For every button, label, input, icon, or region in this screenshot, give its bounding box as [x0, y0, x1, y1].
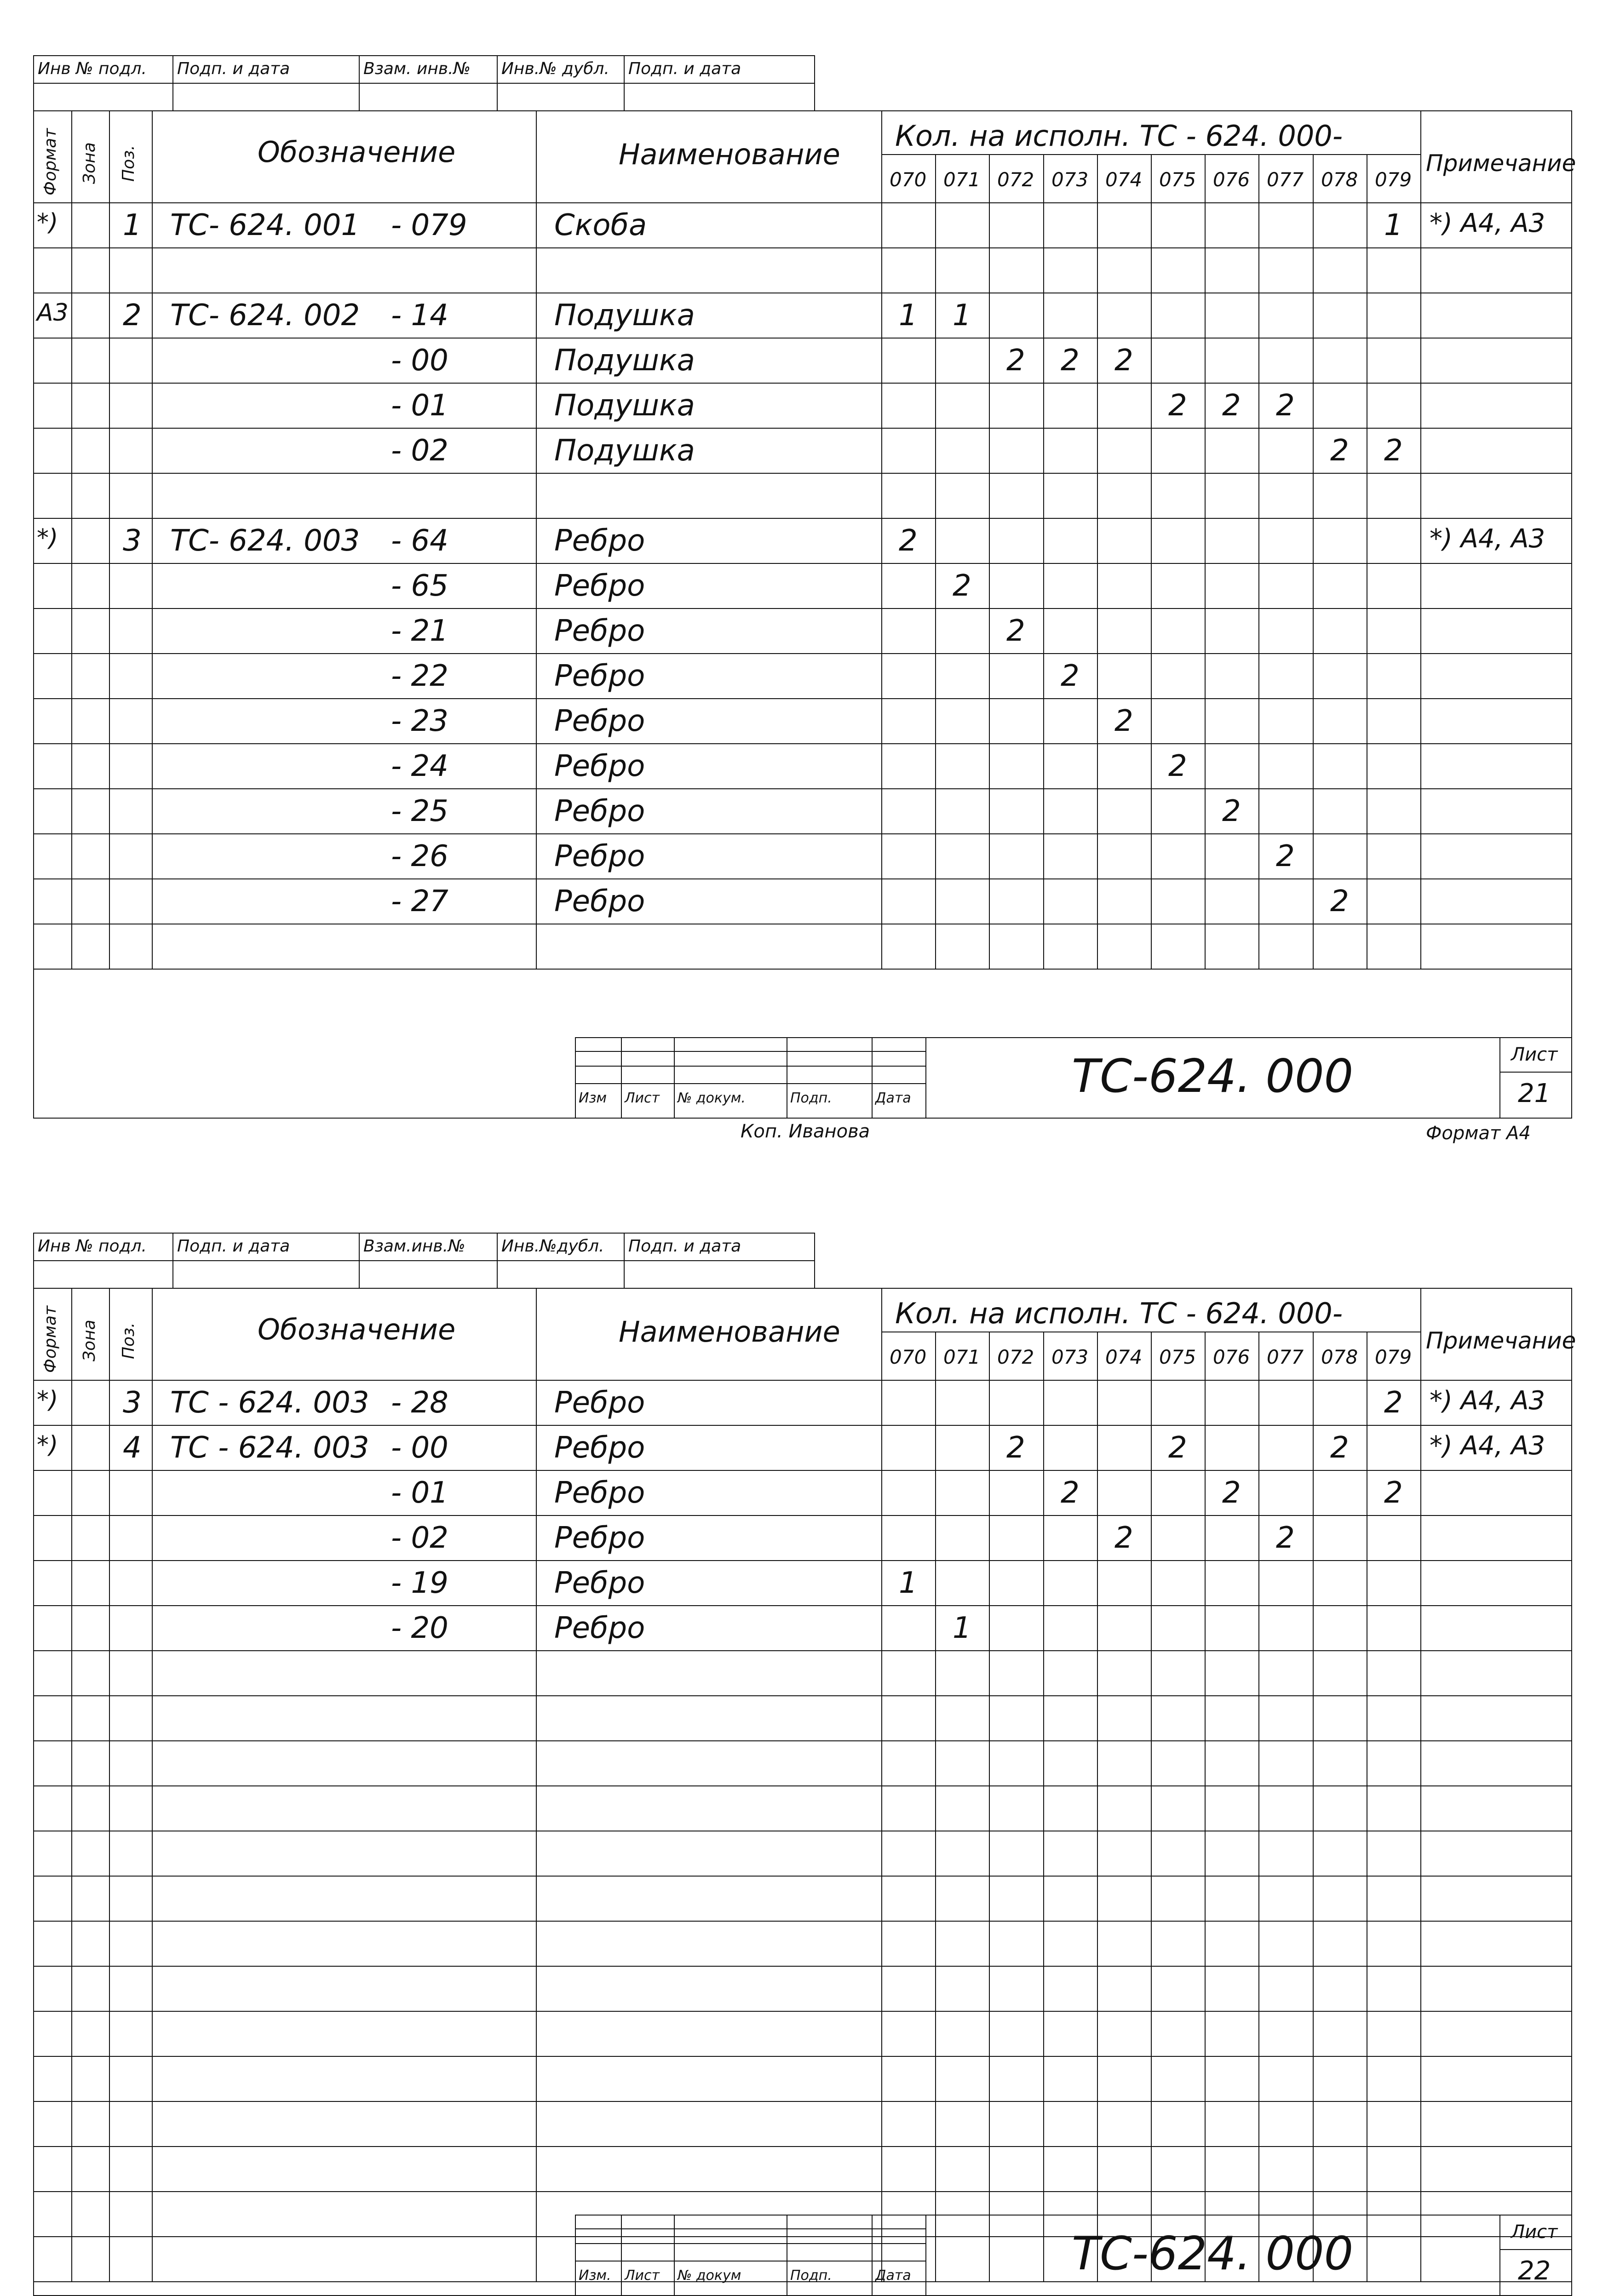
designation-suffix: - 01 — [391, 1476, 448, 1510]
designation-suffix: - 02 — [391, 1521, 448, 1555]
approval-divider — [33, 1233, 34, 1288]
qty-cell: 2 — [1006, 614, 1025, 648]
name-cell: Скоба — [554, 208, 647, 242]
qty-cell: 1 — [1384, 208, 1403, 242]
title-block-label: № докум — [678, 2267, 741, 2284]
variant-header: 071 — [943, 168, 981, 191]
row-line — [33, 2191, 1572, 2192]
designation-suffix: - 28 — [391, 1386, 448, 1420]
name-cell: Ребро — [554, 1431, 645, 1465]
sheet-label: Лист — [1511, 1044, 1558, 1065]
format-cell: *) — [37, 1431, 58, 1459]
row-line — [33, 608, 1572, 609]
qty-group-header: Кол. на исполн. ТС - 624. 000- — [895, 1297, 1343, 1330]
variant-header: 073 — [1051, 1346, 1089, 1368]
designation-suffix: - 26 — [391, 839, 448, 873]
format-cell: *) — [37, 1386, 58, 1414]
title-block-label: Изм. — [579, 2267, 611, 2284]
sheet-label: Лист — [1511, 2221, 1558, 2243]
designation-suffix: - 079 — [391, 208, 467, 242]
title-block-label: Дата — [875, 1090, 911, 1106]
title-block-label: Лист — [625, 2267, 660, 2284]
column-divider — [71, 110, 72, 969]
row-line — [33, 1470, 1572, 1471]
qty-cell: 2 — [1168, 749, 1187, 783]
approval-label: Взам. инв.№ — [363, 59, 471, 78]
row-line — [33, 2101, 1572, 2102]
qty-cell: 2 — [1276, 389, 1295, 423]
designation-base: ТС- 624. 003 — [170, 524, 360, 558]
qty-divider — [1097, 1332, 1098, 2281]
title-block-divider — [674, 2215, 675, 2295]
column-divider — [1420, 110, 1421, 969]
row-line — [33, 518, 1572, 519]
title-block-label: Дата — [875, 2267, 911, 2284]
approval-divider — [624, 55, 625, 110]
title-block-row — [575, 2228, 925, 2229]
row-line — [33, 1425, 1572, 1426]
format-cell: *) — [37, 209, 58, 236]
qty-divider — [1097, 154, 1098, 969]
pos-cell: 4 — [123, 1431, 142, 1465]
row-line — [33, 698, 1572, 699]
row-line — [33, 788, 1572, 789]
title-block-divider — [872, 2215, 873, 2295]
name-cell: Ребро — [554, 569, 645, 603]
qty-divider — [1151, 1332, 1152, 2281]
row-line — [33, 1740, 1572, 1741]
designation-suffix: - 19 — [391, 1566, 448, 1600]
qty-cell: 2 — [1168, 389, 1187, 423]
note-cell: *) А4, А3 — [1430, 1386, 1545, 1416]
title-block-label: Изм — [579, 1090, 607, 1106]
variant-header: 078 — [1321, 168, 1358, 191]
title-block-top — [575, 1037, 1571, 1038]
qty-cell: 2 — [1006, 344, 1025, 378]
approval-label: Подп. и дата — [177, 1237, 290, 1256]
qty-cell: 1 — [899, 1566, 918, 1600]
title-block-top — [575, 2215, 1571, 2216]
sheet-number-divider — [1499, 1037, 1500, 1118]
designation-suffix: - 14 — [391, 298, 448, 333]
designation-base: ТС- 624. 002 — [170, 298, 360, 333]
title-block-row — [575, 1051, 925, 1052]
column-divider — [1420, 1288, 1421, 2281]
title-block-divider — [621, 1037, 622, 1118]
designation-suffix: - 27 — [391, 884, 448, 918]
qty-cell: 2 — [1114, 704, 1133, 738]
format-cell: А3 — [37, 299, 69, 327]
qty-cell: 2 — [1168, 1431, 1187, 1465]
qty-cell: 2 — [1384, 434, 1403, 468]
name-cell: Ребро — [554, 704, 645, 738]
qty-divider — [1205, 1332, 1206, 2281]
designation-suffix: - 22 — [391, 659, 448, 693]
designation-suffix: - 64 — [391, 524, 448, 558]
note-header: Примечание — [1426, 1327, 1576, 1354]
designation-suffix: - 00 — [391, 1431, 448, 1465]
row-line — [33, 1605, 1572, 1606]
column-divider — [881, 110, 882, 969]
row-line — [33, 1560, 1572, 1561]
row-line — [33, 428, 1572, 429]
title-block-label: Лист — [625, 1090, 660, 1106]
qty-cell: 2 — [1222, 794, 1241, 828]
pos-header: Поз. — [119, 1322, 138, 1359]
qty-cell: 2 — [1114, 344, 1133, 378]
format-cell: *) — [37, 524, 58, 552]
qty-cell: 2 — [1114, 1521, 1133, 1555]
title-block-divider — [674, 1037, 675, 1118]
qty-cell: 2 — [1061, 344, 1080, 378]
approval-divider — [497, 1233, 498, 1288]
sheet-number-split — [1499, 1072, 1571, 1073]
row-line — [33, 338, 1572, 339]
approval-divider — [624, 1233, 625, 1288]
name-cell: Ребро — [554, 839, 645, 873]
variant-header: 077 — [1267, 168, 1304, 191]
name-cell: Ребро — [554, 659, 645, 693]
row-line — [33, 969, 1572, 970]
qty-cell: 2 — [1276, 1521, 1295, 1555]
qty-group-header: Кол. на исполн. ТС - 624. 000- — [895, 119, 1343, 153]
sheet-number-split — [1499, 2249, 1571, 2250]
qty-divider — [1313, 1332, 1314, 2281]
title-block-label: Подп. — [790, 1090, 832, 1106]
designation-header: Обозначение — [258, 1313, 456, 1346]
row-line — [33, 653, 1572, 654]
name-cell: Подушка — [554, 298, 695, 333]
qty-cell: 1 — [953, 1611, 971, 1645]
designation-base: ТС - 624. 003 — [170, 1431, 369, 1465]
title-block-label: Подп. — [790, 2267, 832, 2284]
row-line — [33, 2146, 1572, 2147]
title-block-label: № докум. — [678, 1090, 746, 1106]
designation-suffix: - 25 — [391, 794, 448, 828]
variant-header: 073 — [1051, 168, 1089, 191]
zone-header: Зона — [80, 1320, 99, 1361]
qty-cell: 2 — [1222, 389, 1241, 423]
name-cell: Ребро — [554, 1611, 645, 1645]
column-divider — [71, 1288, 72, 2281]
pos-cell: 3 — [123, 1386, 142, 1420]
column-divider — [536, 110, 537, 969]
zone-header: Зона — [80, 142, 99, 184]
qty-cell: 2 — [953, 569, 971, 603]
frame-right — [1571, 1288, 1572, 2295]
approval-divider — [359, 1233, 360, 1288]
qty-divider — [989, 1332, 990, 2281]
variant-header: 071 — [943, 1346, 981, 1368]
qty-cell: 2 — [1222, 1476, 1241, 1510]
qty-divider — [1258, 1332, 1259, 2281]
designation-suffix: - 01 — [391, 389, 448, 423]
document-designation: ТС-624. 000 — [1072, 2227, 1354, 2280]
approval-divider — [172, 55, 173, 110]
title-block-divider — [575, 1037, 576, 1118]
row-line — [33, 1695, 1572, 1696]
row-line — [33, 1876, 1572, 1877]
approval-mid — [33, 1260, 814, 1261]
row-line — [33, 1921, 1572, 1922]
approval-label: Взам.инв.№ — [363, 1237, 465, 1256]
row-line — [33, 1650, 1572, 1651]
approval-divider — [814, 55, 815, 110]
approval-divider — [33, 55, 34, 110]
approval-bottom — [33, 1288, 1572, 1289]
spec-sheet-22 — [0, 1177, 1614, 2284]
approval-top — [33, 1233, 814, 1234]
name-cell: Ребро — [554, 1566, 645, 1600]
row-line — [33, 2056, 1572, 2057]
approval-label: Инв № подл. — [38, 59, 147, 78]
qty-cell: 2 — [1330, 434, 1349, 468]
format-header: Формат — [41, 128, 60, 195]
approval-divider — [172, 1233, 173, 1288]
name-cell: Подушка — [554, 389, 695, 423]
row-line — [33, 383, 1572, 384]
column-divider — [152, 110, 153, 969]
format-label: Формат А4 — [1426, 1123, 1531, 1144]
designation-suffix: - 02 — [391, 434, 448, 468]
designation-suffix: - 24 — [391, 749, 448, 783]
row-line — [33, 2011, 1572, 2012]
designation-base: ТС- 624. 001 — [170, 208, 360, 242]
designation-suffix: - 23 — [391, 704, 448, 738]
qty-divider — [1205, 154, 1206, 969]
variant-header: 079 — [1375, 1346, 1412, 1368]
column-divider — [881, 1288, 882, 2281]
column-header-bottom — [33, 1380, 1572, 1381]
approval-divider — [814, 1233, 815, 1288]
qty-cell: 1 — [953, 298, 971, 333]
pos-header: Поз. — [119, 145, 138, 182]
frame-left — [33, 110, 34, 1118]
variant-header: 072 — [997, 168, 1034, 191]
title-block-divider — [621, 2215, 622, 2295]
approval-label: Подп. и дата — [628, 1237, 741, 1256]
note-header: Примечание — [1426, 150, 1576, 177]
row-line — [33, 1785, 1572, 1786]
approval-label: Подп. и дата — [177, 59, 290, 78]
frame-left — [33, 1288, 34, 2295]
qty-cell: 1 — [899, 298, 918, 333]
sheet-number-divider — [1499, 2215, 1500, 2295]
title-block-divider — [575, 2215, 576, 2295]
row-line — [33, 563, 1572, 564]
designation-suffix: - 00 — [391, 344, 448, 378]
qty-cell: 2 — [1061, 1476, 1080, 1510]
qty-divider — [1313, 154, 1314, 969]
format-header: Формат — [41, 1305, 60, 1373]
variant-header: 076 — [1213, 1346, 1250, 1368]
qty-cell: 2 — [1276, 839, 1295, 873]
variant-header: 070 — [890, 168, 927, 191]
pos-cell: 3 — [123, 524, 142, 558]
title-block-row — [575, 1066, 925, 1067]
qty-divider — [989, 154, 990, 969]
qty-divider — [935, 1332, 936, 2281]
variant-header: 074 — [1105, 168, 1143, 191]
column-header-bottom — [33, 202, 1572, 203]
variant-header: 077 — [1267, 1346, 1304, 1368]
name-cell: Ребро — [554, 614, 645, 648]
qty-cell: 2 — [1006, 1431, 1025, 1465]
qty-divider — [1258, 154, 1259, 969]
title-block-divider — [925, 2215, 926, 2295]
title-block-divider — [872, 1037, 873, 1118]
document-designation: ТС-624. 000 — [1072, 1049, 1354, 1103]
title-block-row — [575, 2261, 925, 2262]
variant-header: 078 — [1321, 1346, 1358, 1368]
name-header: Наименование — [619, 138, 840, 171]
row-line — [33, 878, 1572, 879]
variant-header: 076 — [1213, 168, 1250, 191]
name-cell: Ребро — [554, 1521, 645, 1555]
variant-header: 072 — [997, 1346, 1034, 1368]
variant-header: 079 — [1375, 168, 1412, 191]
note-cell: *) А4, А3 — [1430, 1431, 1545, 1461]
column-divider — [152, 1288, 153, 2281]
approval-divider — [359, 55, 360, 110]
row-line — [33, 247, 1572, 248]
approval-label: Инв.№ дубл. — [501, 59, 609, 78]
pos-cell: 2 — [123, 298, 142, 333]
name-cell: Подушка — [554, 344, 695, 378]
name-header: Наименование — [619, 1315, 840, 1349]
designation-suffix: - 20 — [391, 1611, 448, 1645]
name-cell: Ребро — [554, 884, 645, 918]
approval-top — [33, 55, 814, 56]
row-line — [33, 743, 1572, 744]
approval-label: Подп. и дата — [628, 59, 741, 78]
name-cell: Ребро — [554, 1386, 645, 1420]
frame-bottom — [33, 1118, 1572, 1119]
qty-cell: 2 — [1384, 1386, 1403, 1420]
qty-divider — [1043, 1332, 1044, 2281]
approval-bottom — [33, 110, 1572, 111]
designation-suffix: - 21 — [391, 614, 448, 648]
qty-cell: 2 — [1061, 659, 1080, 693]
copied-by: Коп. Иванова — [741, 1121, 870, 1142]
note-cell: *) А4, А3 — [1430, 524, 1545, 554]
approval-label: Инв № подл. — [38, 1237, 147, 1256]
sheet-number: 22 — [1518, 2256, 1551, 2286]
designation-suffix: - 65 — [391, 569, 448, 603]
pos-cell: 1 — [123, 208, 142, 242]
note-cell: *) А4, А3 — [1430, 208, 1545, 238]
column-divider — [536, 1288, 537, 2281]
variant-header: 070 — [890, 1346, 927, 1368]
approval-divider — [497, 55, 498, 110]
qty-cell: 2 — [899, 524, 918, 558]
name-cell: Ребро — [554, 749, 645, 783]
variant-header: 075 — [1159, 1346, 1196, 1368]
qty-cell: 2 — [1330, 1431, 1349, 1465]
title-block-row — [575, 2243, 925, 2244]
name-cell: Ребро — [554, 794, 645, 828]
column-divider — [109, 110, 110, 969]
title-block-divider — [925, 1037, 926, 1118]
qty-divider — [935, 154, 936, 969]
approval-mid — [33, 83, 814, 84]
name-cell: Подушка — [554, 434, 695, 468]
row-line — [33, 1966, 1572, 1967]
qty-cell: 2 — [1330, 884, 1349, 918]
name-cell: Ребро — [554, 524, 645, 558]
row-line — [33, 473, 1572, 474]
approval-label: Инв.№дубл. — [501, 1237, 604, 1256]
sheet-number: 21 — [1518, 1079, 1551, 1108]
row-line — [33, 1515, 1572, 1516]
qty-cell: 2 — [1384, 1476, 1403, 1510]
frame-right — [1571, 110, 1572, 1118]
designation-base: ТС - 624. 003 — [170, 1386, 369, 1420]
column-divider — [109, 1288, 110, 2281]
title-block-row — [575, 1083, 925, 1084]
qty-divider — [1043, 154, 1044, 969]
designation-header: Обозначение — [258, 135, 456, 169]
row-line — [33, 833, 1572, 834]
qty-divider — [1151, 154, 1152, 969]
variant-header: 074 — [1105, 1346, 1143, 1368]
name-cell: Ребро — [554, 1476, 645, 1510]
variant-header: 075 — [1159, 168, 1196, 191]
